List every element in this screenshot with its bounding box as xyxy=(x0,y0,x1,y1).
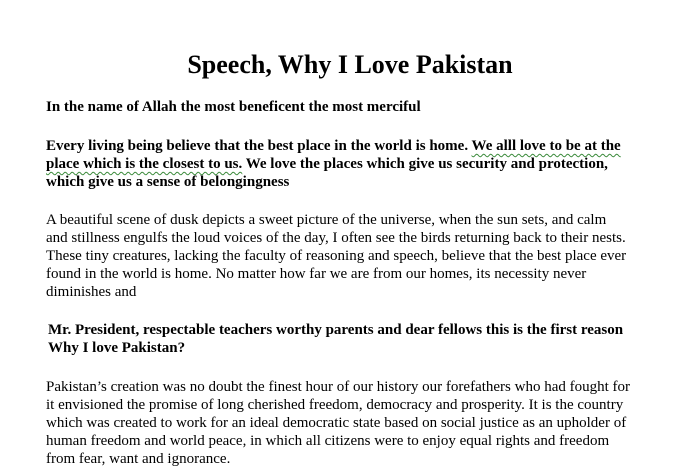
grammar-marked-text-2: place which is the closest to us. xyxy=(46,156,243,172)
dusk-line: and stillness engulfs the loud voices of the day, I often see the birds returning back to their nests. xyxy=(46,230,626,246)
creation-line: Pakistan’s creation was no doubt the finest hour of our history our forefathers who had fought for xyxy=(46,379,631,395)
creation-line: it envisioned the promise of long cherished freedom, democracy and prosperity. It is the country xyxy=(46,397,624,413)
intro-paragraph xyxy=(46,137,676,191)
page-title: Speech, Why I Love Pakistan xyxy=(187,50,513,79)
intro-line-3: which give us a sense of belongingness xyxy=(46,174,290,190)
bismillah-paragraph: In the name of Allah the most beneficent the most merciful xyxy=(46,99,421,115)
president-line: Why I love Pakistan? xyxy=(48,340,186,356)
dusk-paragraph xyxy=(46,211,676,301)
dusk-line: A beautiful scene of dusk depicts a sweet picture of the universe, when the sun sets, and calm xyxy=(46,212,607,228)
intro-line-2 xyxy=(46,155,676,173)
intro-line-1 xyxy=(46,137,676,155)
grammar-marked-text-1: We alll love to be at the xyxy=(471,138,621,154)
creation-paragraph xyxy=(46,378,676,468)
creation-line: human freedom and world peace, in which all citizens were to enjoy equal rights and freedom xyxy=(46,433,610,449)
president-paragraph xyxy=(48,321,678,357)
dusk-line: These tiny creatures, lacking the faculty of reasoning and speech, believe that the best place ever xyxy=(46,248,627,264)
intro-line-1-plain: Every living being believe that the best place in the world is home. xyxy=(46,138,472,154)
president-line: Mr. President, respectable teachers worthy parents and dear fellows this is the first reason xyxy=(48,322,624,338)
dusk-line: diminishes and xyxy=(46,284,137,300)
creation-line: which was created to work for an ideal democratic state based on social justice as an upholder of xyxy=(46,415,627,431)
creation-line: from fear, want and ignorance. xyxy=(46,451,231,467)
intro-line-2-plain: We love the places which give us security and protection, xyxy=(242,156,608,172)
dusk-line: found in the world is home. No matter how far we are from our homes, its necessity never xyxy=(46,266,587,282)
